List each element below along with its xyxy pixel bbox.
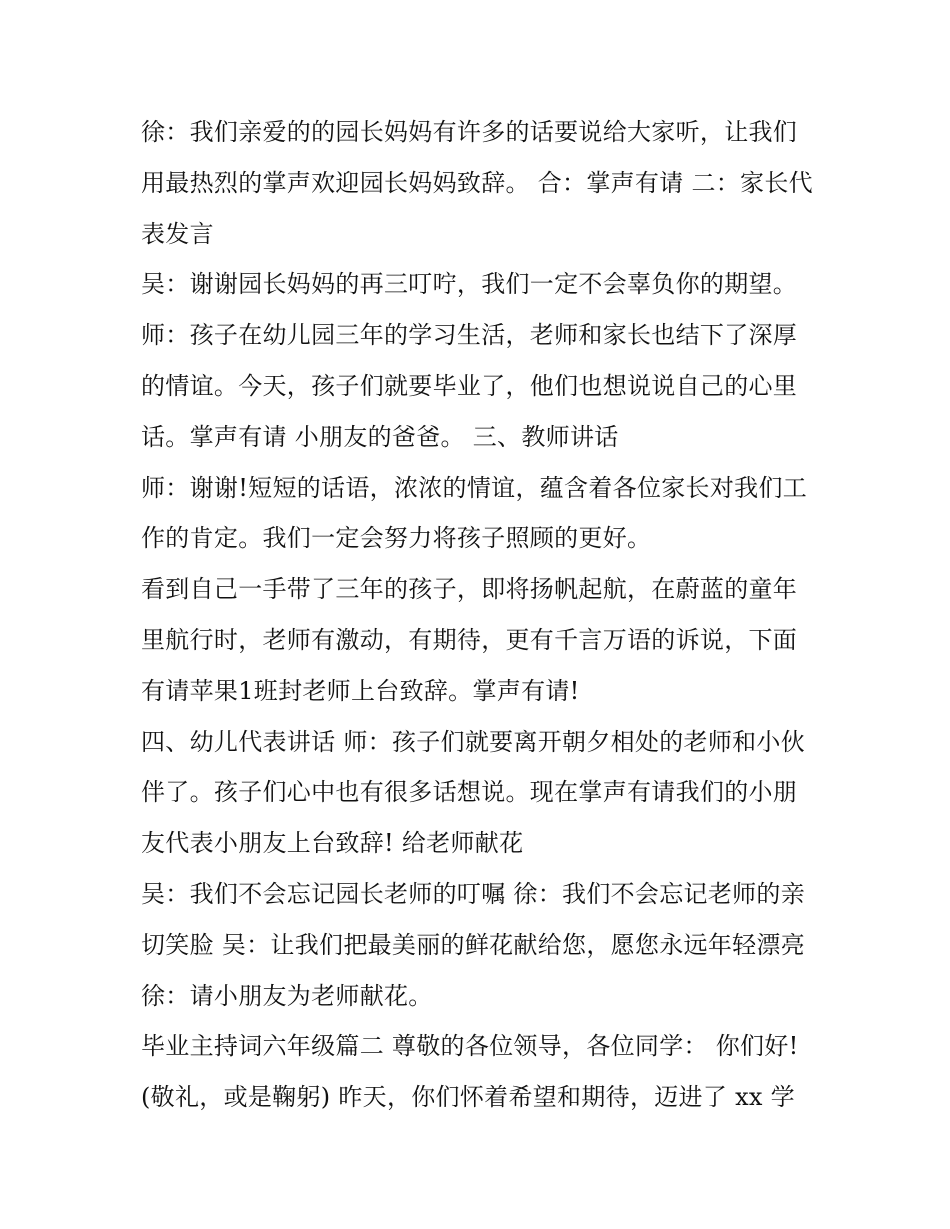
paragraph-1: 徐：我们亲爱的的园长妈妈有许多的话要说给大家听，让我们用最热烈的掌声欢迎园长妈妈致辞。 合：掌声有请 二：家长代表发言 [141, 118, 813, 248]
paragraph-3: 师：孩子在幼儿园三年的学习生活，老师和家长也结下了深厚的情谊。今天，孩子们就要毕业了，他们也想说说自己的心里话。掌声有请 小朋友的爸爸。 三、教师讲话 [141, 321, 798, 451]
paragraph-7: 吴：我们不会忘记园长老师的叮嘱 徐：我们不会忘记老师的亲切笑脸 吴：让我们把最美丽的鲜花献给您，愿您永远年轻漂亮 徐：请小朋友为老师献花。 [141, 879, 806, 1010]
document-body [141, 107, 821, 1123]
paragraph-4: 师：谢谢!短短的话语，浓浓的情谊，蕴含着各位家长对我们工作的肯定。我们一定会努力将孩子照顾的更好。 [141, 473, 808, 553]
paragraph-6: 四、幼儿代表讲话 师：孩子们就要离开朝夕相处的老师和小伙伴了。孩子们心中也有很多话想说。现在掌声有请我们的小朋友代表小朋友上台致辞! 给老师献花 [141, 727, 806, 858]
paragraph-2: 吴：谢谢园长妈妈的再三叮咛，我们一定不会辜负你的期望。 [141, 270, 798, 299]
paragraph-5: 看到自己一手带了三年的孩子，即将扬帆起航，在蔚蓝的童年里航行时，老师有激动，有期待，更有千言万语的诉说，下面有请苹果1班封老师上台致辞。掌声有请! [141, 575, 798, 705]
paragraph-8: 毕业主持词六年级篇二 尊敬的各位领导，各位同学： 你们好!(敬礼，或是鞠躬) 昨天，你们怀着希望和期待，迈进了 xx 学 [141, 1032, 799, 1112]
